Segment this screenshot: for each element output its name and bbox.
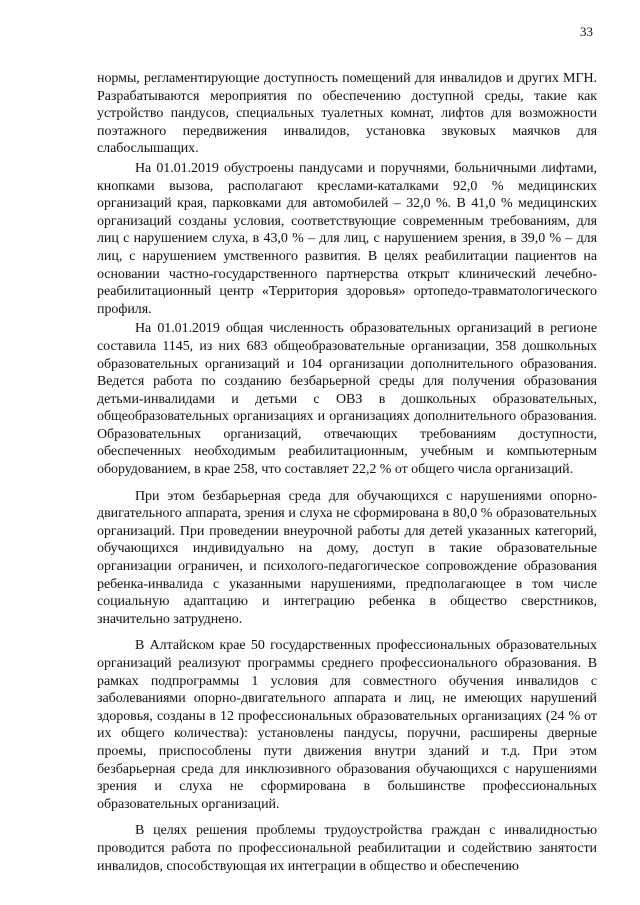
paragraph-accessibility-norms: нормы, регламентирующие доступность помещений для инвалидов и других МГН. Разрабатываются мероприятия по обеспечению доступной среды, такие как устройство пандусов, специальных туалетных комнат, лифтов для возможности поэтажного передвижения инвалидов, установка звуковых маячков для слабослышащих.: [97, 71, 597, 157]
page-number: 33: [580, 24, 593, 39]
paragraph-professional-education: В Алтайском крае 50 государственных профессиональных образовательных организаций реализуют программы среднего профессионального образования. В рамках подпрограммы 1 условия для совместного обучения инвалидов с заболеваниями опорно-двигательного аппарата и лиц, не имеющих нарушений здоровья, созданы в 12 профессиональных образовательных организациях (24 % от их общего количества): установлены пандусы, поручни, расширены дверные проемы, приспособлены пути движения внутри зданий и т.д. При этом безбарьерная среда для инклюзивного образования обучающихся с нарушениями зрения и слуха не сформирована в большинстве профессиональных образовательных организаций.: [97, 638, 597, 812]
document-body: [97, 70, 597, 875]
paragraph-barrier-free-environment: При этом безбарьерная среда для обучающихся с нарушениями опорно-двигательного аппарата, зрения и слуха не сформирована в 80,0 % образовательных организаций. При проведении внеурочной работы для детей указанных категорий, обучающихся индивидуально на дому, доступ в такие образовательные организации ограничен, и психолого-педагогическое сопровождение образования ребенка-инвалида с указанными нарушениями, предполагающее в том числе социальную адаптацию и интеграцию ребенка в общество сверстников, значительно затруднено.: [97, 488, 597, 627]
paragraph-educational-organizations: На 01.01.2019 общая численность образовательных организаций в регионе составила 1145, из них 683 общеобразовательные организации, 358 дошкольных образовательных организаций и 104 организации дополнительного образования. Ведется работа по созданию безбарьерной среды для получения образования детьми-инвалидами и детьми с ОВЗ в дошкольных образовательных, общеобразовательных организациях и организациях дополнительного образования. Образовательных организаций, отвечающих требованиям доступности, обеспеченных необходимым реабилитационным, учебным и компьютерным оборудованием, в крае 258, что составляет 22,2 % от общего числа организаций.: [97, 321, 597, 478]
paragraph-employment: В целях решения проблемы трудоустройства граждан с инвалидностью проводится работа по профессиональной реабилитации и содействию занятости инвалидов, способствующая их интеграции в общество и обеспечению: [97, 823, 597, 874]
paragraph-medical-organizations: На 01.01.2019 обустроены пандусами и поручнями, больничными лифтами, кнопками вызова, располагают креслами-каталками 92,0 % медицинских организаций края, парковками для автомобилей – 32,0 %. В 41,0 % медицинских организаций созданы условия, соответствующие современным требованиям, для лиц с нарушением слуха, в 43,0 % – для лиц, с нарушением зрения, в 39,0 % – для лиц, с нарушением умственного развития. В целях реабилитации пациентов на основании частно-государственного партнерства открыт клинический лечебно-реабилитационный центр «Территория здоровья» ортопедо-травматологического профиля.: [97, 160, 597, 317]
